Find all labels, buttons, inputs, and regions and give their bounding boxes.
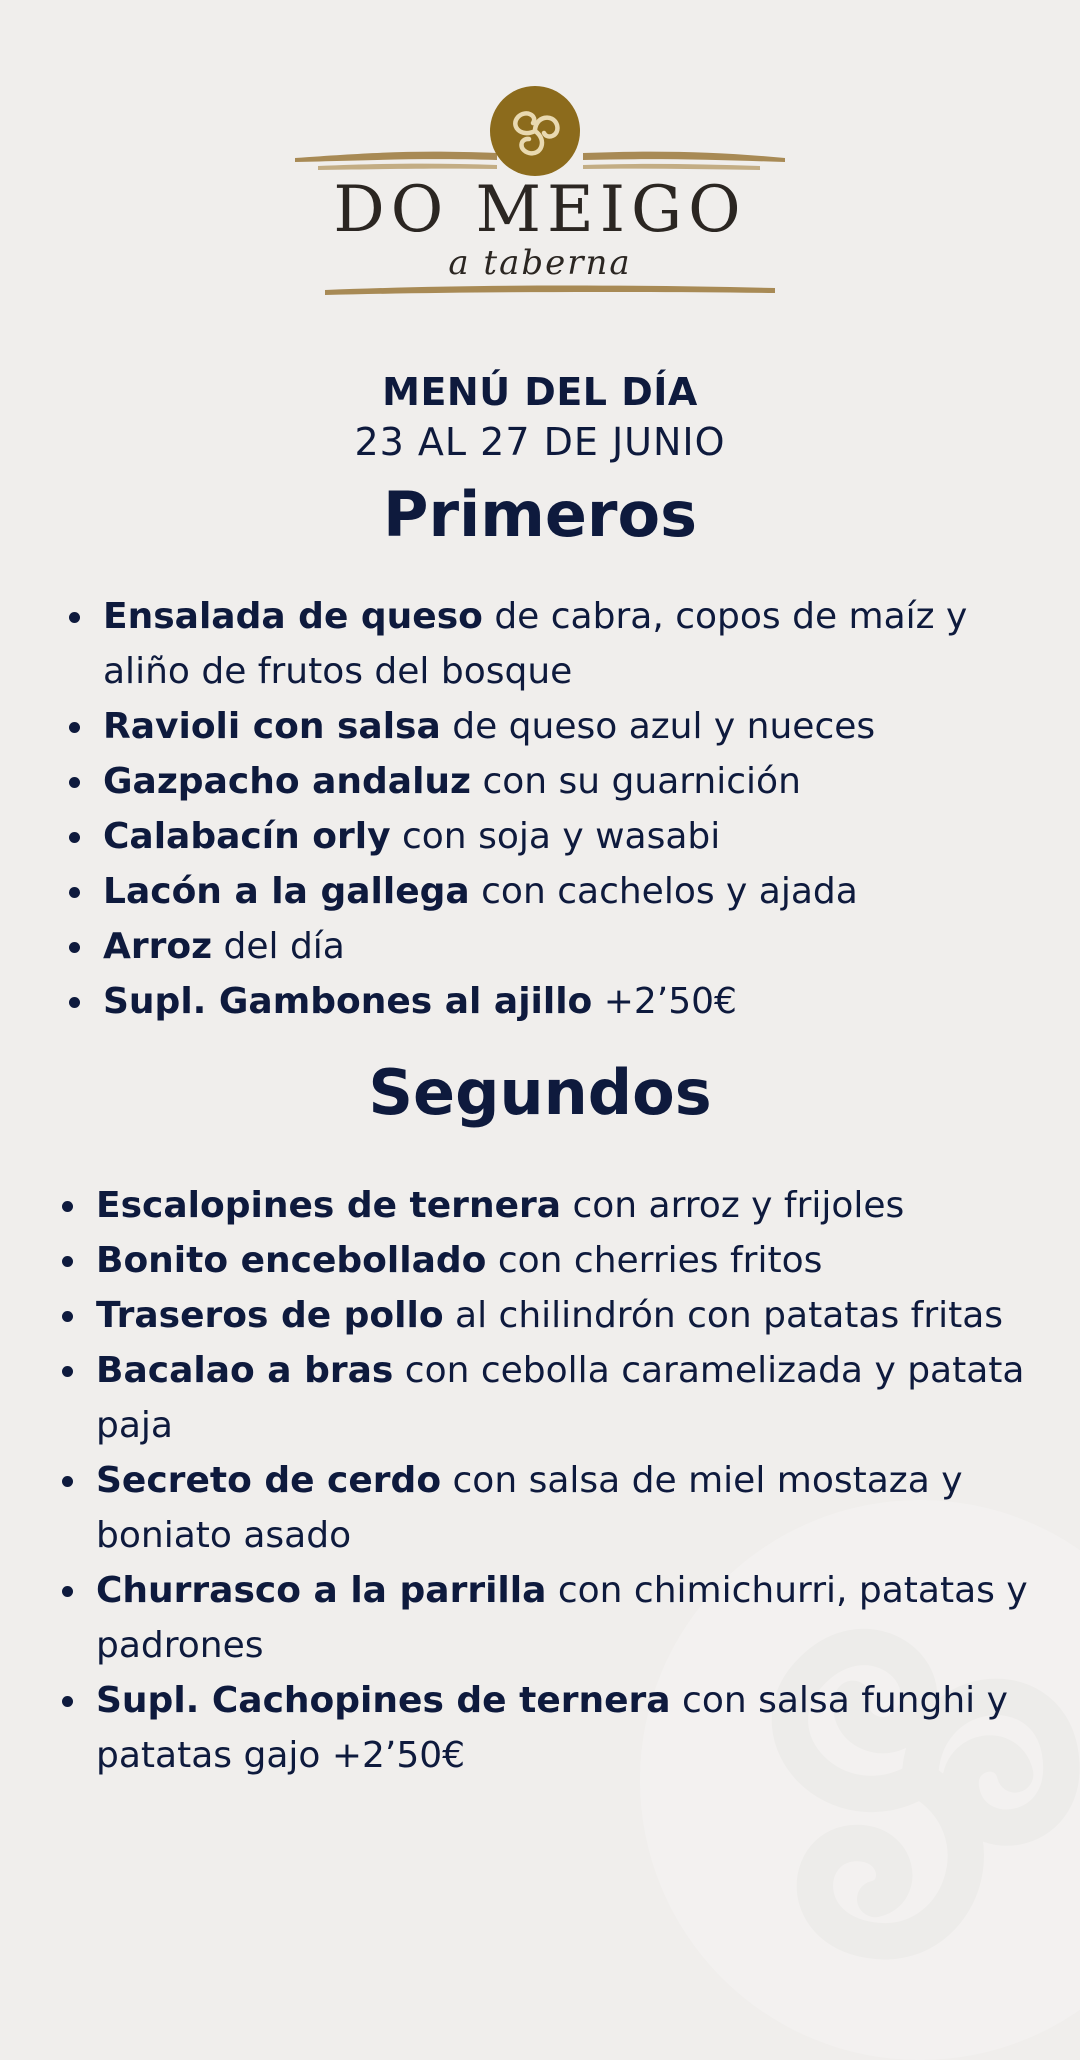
list-item bbox=[96, 1288, 1036, 1343]
dish-name: Bonito encebollado bbox=[96, 1240, 487, 1281]
list-item bbox=[103, 864, 1003, 919]
dish-description: de queso azul y nueces bbox=[440, 706, 876, 747]
menu-title: MENÚ DEL DÍA bbox=[382, 370, 698, 414]
dish-description: con cebolla caramelizada y patata paja bbox=[96, 1350, 1025, 1446]
dish-name: Bacalao a bras bbox=[96, 1350, 394, 1391]
dish-description: con cherries fritos bbox=[486, 1240, 823, 1281]
menu-date: 23 AL 27 DE JUNIO bbox=[354, 420, 726, 464]
list-item bbox=[96, 1343, 1036, 1453]
list-item bbox=[103, 809, 1003, 864]
dish-name: Ravioli con salsa bbox=[103, 706, 441, 747]
list-item bbox=[96, 1673, 1036, 1783]
dish-name: Churrasco a la parrilla bbox=[96, 1570, 547, 1611]
dish-description: +2’50€ bbox=[592, 981, 737, 1022]
dish-name: Arroz bbox=[103, 926, 213, 967]
list-item bbox=[96, 1563, 1036, 1673]
dish-description: de cabra, copos de maíz y aliño de frutos del bosque bbox=[103, 596, 968, 692]
list-item bbox=[96, 1178, 1036, 1233]
dish-name: Supl. Cachopines de ternera bbox=[96, 1680, 671, 1721]
dish-name: Escalopines de ternera bbox=[96, 1185, 562, 1226]
list-item bbox=[96, 1453, 1036, 1563]
dish-name: Calabacín orly bbox=[103, 816, 391, 857]
list-item bbox=[103, 754, 1003, 809]
dish-description: con soja y wasabi bbox=[390, 816, 721, 857]
dish-name: Traseros de pollo bbox=[96, 1295, 444, 1336]
logo-tagline: a taberna bbox=[448, 243, 632, 283]
list-item bbox=[103, 919, 1003, 974]
dish-description: con salsa de miel mostaza y boniato asado bbox=[96, 1460, 963, 1556]
dish-description: del día bbox=[212, 926, 345, 967]
segundos-list bbox=[96, 1178, 1036, 1783]
dish-description: con salsa funghi y patatas gajo +2’50€ bbox=[96, 1680, 1008, 1776]
dish-name: Secreto de cerdo bbox=[96, 1460, 442, 1501]
dish-name: Lacón a la gallega bbox=[103, 871, 470, 912]
list-item bbox=[96, 1233, 1036, 1288]
section-title-primeros: Primeros bbox=[383, 478, 697, 551]
list-item bbox=[103, 974, 1003, 1029]
logo-name: DO MEIGO bbox=[333, 173, 747, 247]
dish-name: Supl. Gambones al ajillo bbox=[103, 981, 593, 1022]
dish-description: con arroz y frijoles bbox=[561, 1185, 905, 1226]
list-item bbox=[103, 699, 1003, 754]
list-item bbox=[103, 589, 1003, 699]
dish-description: con cachelos y ajada bbox=[469, 871, 858, 912]
dish-name: Ensalada de queso bbox=[103, 596, 483, 637]
section-title-segundos: Segundos bbox=[368, 1056, 712, 1129]
dish-description: al chilindrón con patatas fritas bbox=[443, 1295, 1004, 1336]
dish-description: con chimichurri, patatas y padrones bbox=[96, 1570, 1028, 1666]
logo bbox=[0, 80, 1080, 310]
primeros-list bbox=[103, 589, 1003, 1029]
dish-name: Gazpacho andaluz bbox=[103, 761, 471, 802]
dish-description: con su guarnición bbox=[471, 761, 801, 802]
